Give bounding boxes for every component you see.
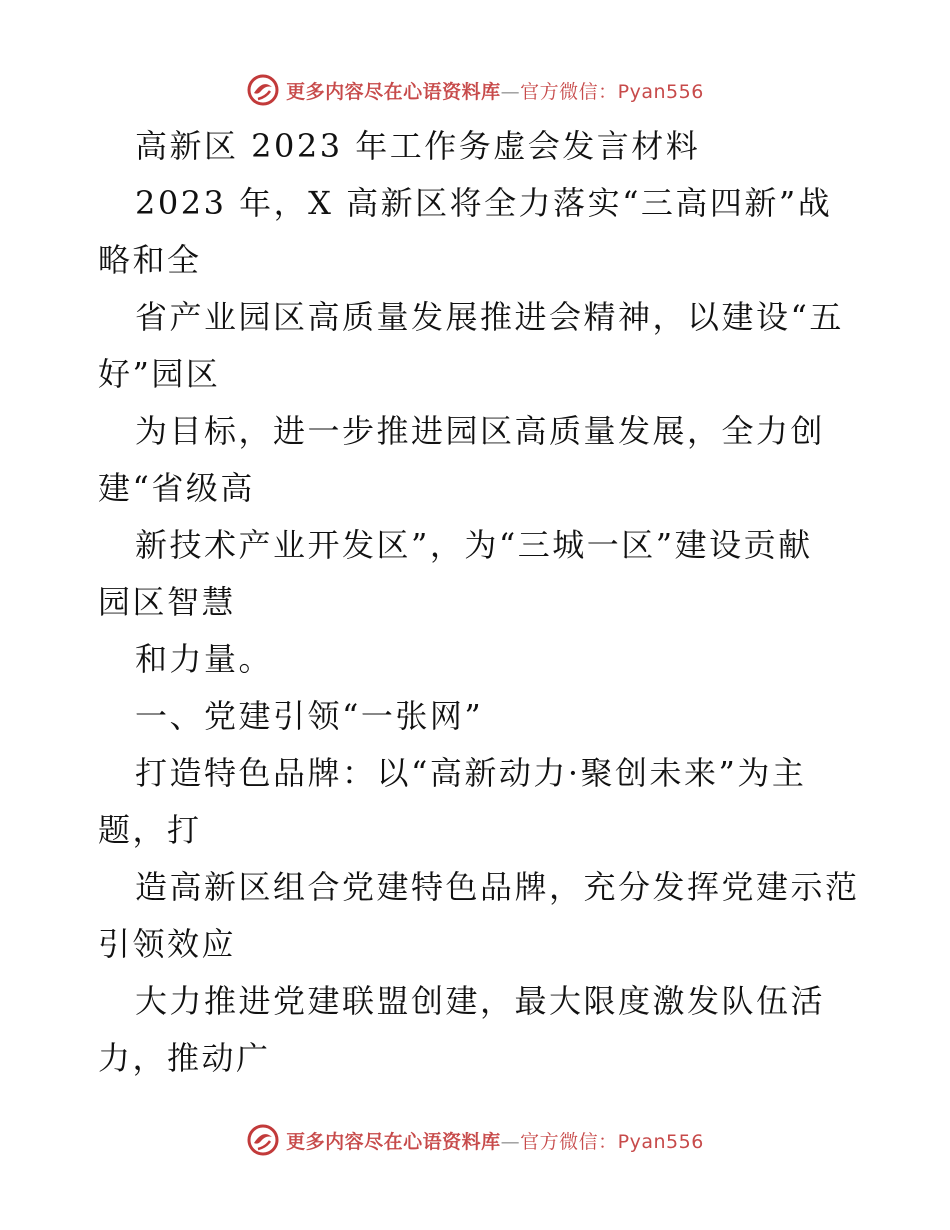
- paragraph-line: 打造特色品牌：以“高新动力·聚创未来”为主: [135, 754, 807, 792]
- document-body: [98, 118, 858, 1087]
- paragraph-line: 和力量。: [135, 640, 274, 678]
- paragraph-line: 建“省级高: [98, 469, 255, 507]
- banner-wechat-text: 官方微信：Pyan556: [520, 1130, 704, 1153]
- paragraph-line: 园区智慧: [98, 583, 237, 621]
- paragraph-line: 2023 年，X 高新区将全力落实“三高四新”战: [135, 184, 833, 222]
- paragraph-line: 造高新区组合党建特色品牌，充分发挥党建示范: [135, 868, 860, 906]
- red-swirl-logo-icon: [246, 1123, 280, 1157]
- paragraph-line: 力，推动广: [98, 1039, 271, 1077]
- section-heading: 一、党建引领“一张网”: [135, 697, 484, 735]
- paragraph-line: 好”园区: [98, 355, 221, 393]
- banner-wechat-text: 官方微信：Pyan556: [520, 80, 704, 103]
- red-swirl-logo-icon: [246, 73, 280, 107]
- footer-banner: [0, 1120, 950, 1160]
- paragraph-line: 题，打: [98, 811, 202, 849]
- paragraph-line: 省产业园区高质量发展推进会精神，以建设“五: [135, 298, 844, 336]
- paragraph-line: 大力推进党建联盟创建，最大限度激发队伍活: [135, 982, 826, 1020]
- paragraph-line: 引领效应: [98, 925, 237, 963]
- document-title: 高新区 2023 年工作务虚会发言材料: [135, 127, 701, 165]
- paragraph-line: 新技术产业开发区”，为“三城一区”建设贡献: [135, 526, 813, 564]
- header-banner: [0, 70, 950, 110]
- banner-dash: —: [500, 1130, 521, 1153]
- banner-text: [286, 77, 704, 104]
- banner-main-text: 更多内容尽在心语资料库: [286, 80, 501, 103]
- banner-text: [286, 1127, 704, 1154]
- paragraph-line: 略和全: [98, 241, 202, 279]
- paragraph-line: 为目标，进一步推进园区高质量发展，全力创: [135, 412, 826, 450]
- banner-main-text: 更多内容尽在心语资料库: [286, 1130, 501, 1153]
- banner-dash: —: [500, 80, 521, 103]
